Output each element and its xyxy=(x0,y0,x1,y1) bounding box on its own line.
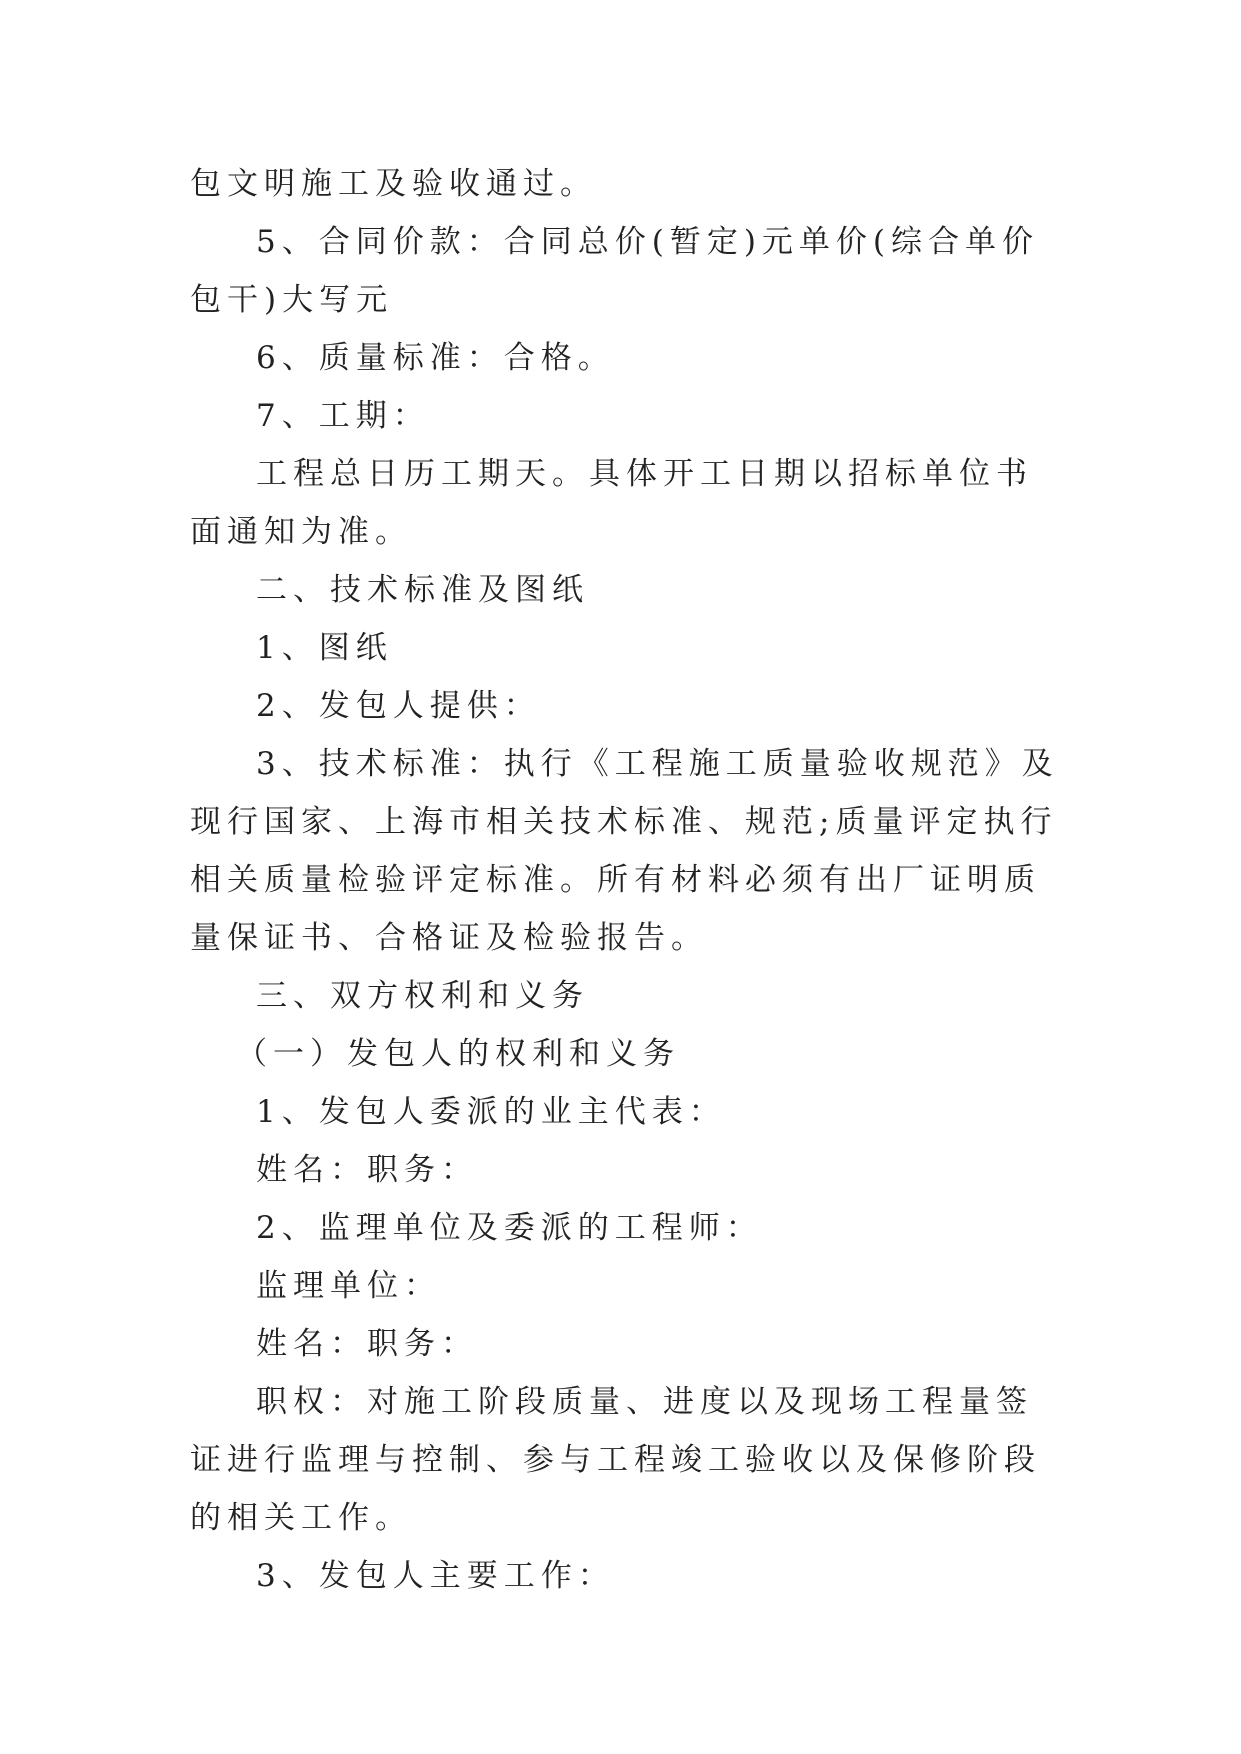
paragraph-quality-standard: 6、质量标准：合格。 xyxy=(256,340,615,376)
paragraph-drawings: 1、图纸 xyxy=(256,630,393,666)
paragraph-duration-heading: 7、工期： xyxy=(256,398,430,434)
paragraph-name-position-1: 姓名：职务： xyxy=(256,1152,478,1188)
paragraph-employer-main-work: 3、发包人主要工作： xyxy=(256,1558,615,1594)
section-heading-rights-obligations: 三、双方权利和义务 xyxy=(256,978,589,1014)
paragraph-duration-detail: 工程总日历工期天。具体开工日期以招标单位书面通知为准。 xyxy=(190,456,1033,550)
paragraph-owner-representative: 1、发包人委派的业主代表： xyxy=(256,1094,726,1130)
paragraph-supervision-unit: 监理单位： xyxy=(256,1268,441,1304)
subsection-heading-employer-rights: （一）发包人的权利和义务 xyxy=(236,1036,680,1072)
paragraph-technical-standards: 3、技术标准：执行《工程施工质量验收规范》及现行国家、上海市相关技术标准、规范;质量评定执行相关质量检验评定标准。所有材料必须有出厂证明质量保证书、合格证及检验报告。 xyxy=(190,746,1059,956)
paragraph-supervision-unit-engineer: 2、监理单位及委派的工程师： xyxy=(256,1210,763,1246)
section-heading-technical-standards: 二、技术标准及图纸 xyxy=(256,572,589,608)
paragraph-contract-price: 5、合同价款：合同总价(暂定)元单价(综合单价包干)大写元 xyxy=(190,224,1040,318)
paragraph-employer-provides: 2、发包人提供： xyxy=(256,688,541,724)
paragraph-authority: 职权：对施工阶段质量、进度以及现场工程量签证进行监理与控制、参与工程竣工验收以及保修阶段的相关工作。 xyxy=(190,1384,1041,1536)
paragraph-civilized-construction: 包文明施工及验收通过。 xyxy=(190,166,597,202)
paragraph-name-position-2: 姓名：职务： xyxy=(256,1326,478,1362)
document-body xyxy=(190,155,1060,1605)
